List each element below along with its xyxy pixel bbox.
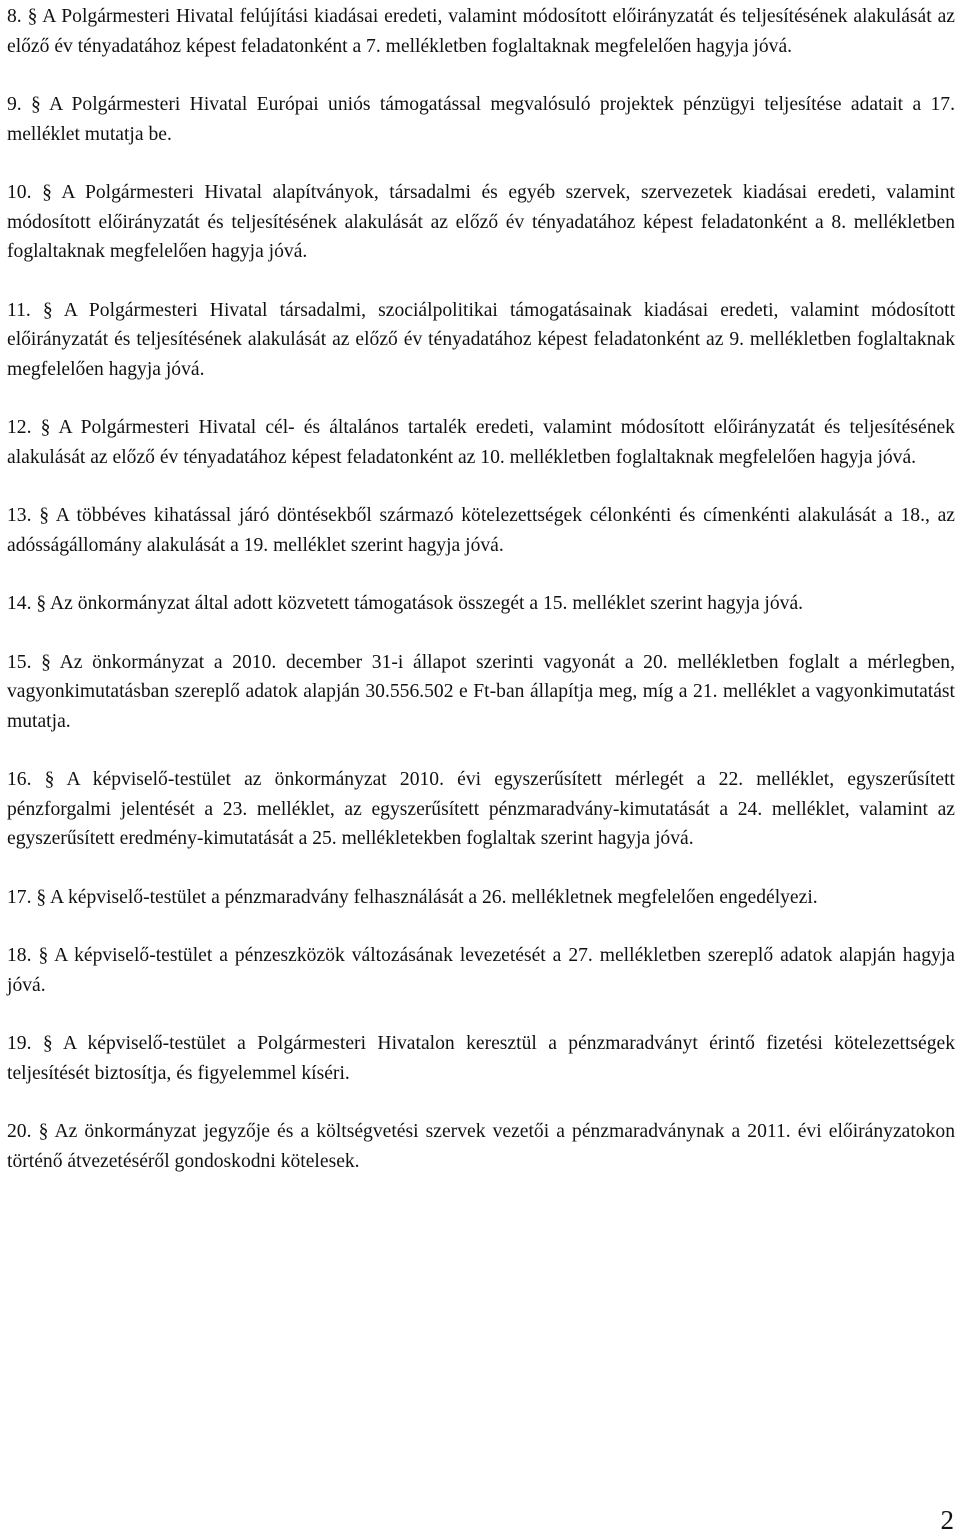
paragraph-20 [7, 1117, 955, 1176]
paragraph-12 [7, 413, 955, 472]
paragraph-text: A többéves kihatással járó döntésekből származó kötelezettségek célonkénti és címenkénti alakulását a 18., az adósságállomány alakulását a 19. melléklet szerint hagyja jóvá. [7, 505, 956, 556]
paragraph-number: 16. [7, 769, 32, 790]
paragraph-text: A képviselő-testület a pénzmaradvány felhasználását a 26. mellékletnek megfelelően engedélyezi. [50, 886, 818, 908]
paragraph-8 [7, 2, 955, 61]
paragraph-text: A Polgármesteri Hivatal alapítványok, társadalmi és egyéb szervek, szervezetek kiadásai eredeti, valamint módosított előirányzatát és teljesítésének alakulását az előző év tényadatához képest feladatonként a 8. mellékletben foglaltaknak megfelelően hagyja jóvá. [7, 182, 955, 262]
paragraph-text: A Polgármesteri Hivatal társadalmi, szociálpolitikai támogatásainak kiadásai eredeti, valamint módosított előirányzatát és teljesítésének alakulását az előző év tényadatához képest feladatonként az 9. mellékletben foglaltaknak megfelelően hagyja jóvá. [7, 299, 956, 380]
paragraph-number: 19. [7, 1033, 32, 1054]
paragraph-number: 14. [7, 593, 32, 614]
paragraph-text: A Polgármesteri Hivatal cél- és általános tartalék eredeti, valamint módosított előirányzatát és teljesítésének alakulását az előző év tényadatához képest feladatonként az 10. mellékletben foglaltaknak megfelelően hagyja jóvá. [7, 417, 955, 468]
section-sign-icon: § [31, 94, 41, 115]
paragraph-number: 12. [7, 417, 32, 438]
section-sign-icon: § [39, 505, 50, 526]
paragraph-number: 9. [7, 94, 22, 115]
paragraph-number: 17. [7, 886, 32, 908]
paragraph-text: Az önkormányzat a 2010. december 31-i állapot szerinti vagyonát a 20. mellékletben foglalt a mérlegben, vagyonkimutatásban szereplő adatok alapján 30.556.502 e Ft-ban állapítja meg, míg a 21. melléklet a vagyonkimutatást mutatja. [7, 651, 955, 732]
paragraph-text: A képviselő-testület a pénzeszközök változásának levezetését a 27. mellékletben szereplő adatok alapján hagyja jóvá. [7, 945, 955, 996]
paragraph-text: Az önkormányzat jegyzője és a költségvetési szervek vezetői a pénzmaradványnak a 2011. évi előirányzatokon történő átvezetéséről gondoskodni kötelesek. [7, 1121, 955, 1172]
paragraph-9 [7, 90, 955, 149]
page-number: 2 [940, 1505, 954, 1535]
paragraph-14 [7, 589, 955, 619]
paragraph-text: A Polgármesteri Hivatal Európai uniós támogatással megvalósuló projektek pénzügyi teljesítése adatait a 17. melléklet mutatja be. [7, 94, 955, 145]
section-sign-icon: § [38, 945, 49, 966]
paragraph-number: 15. [7, 651, 32, 673]
section-sign-icon: § [36, 593, 47, 614]
section-sign-icon: § [41, 651, 51, 673]
paragraph-number: 11. [7, 299, 31, 321]
paragraph-text: A Polgármesteri Hivatal felújítási kiadásai eredeti, valamint módosított előirányzatát és teljesítésének alakulását az előző év tényadatához képest feladatonként a 7. mellékletben foglaltaknak megfelelően hagyja jóvá. [7, 6, 955, 57]
paragraph-15 [7, 648, 955, 737]
section-sign-icon: § [40, 417, 51, 438]
paragraph-number: 20. [7, 1121, 32, 1142]
document-page [7, 2, 955, 1205]
section-sign-icon: § [27, 6, 38, 27]
paragraph-16 [7, 765, 955, 854]
paragraph-10 [7, 178, 955, 267]
paragraph-text: A képviselő-testület az önkormányzat 2010. évi egyszerűsített mérlegét a 22. melléklet, egyszerűsített pénzforgalmi jelentését a 23. melléklet, az egyszerűsített pénzmaradvány-kimutatását a 24. melléklet, valamint az egyszerűsített eredmény-kimutatását a 25. mellékletekben foglaltak szerint hagyja jóvá. [7, 769, 955, 849]
section-sign-icon: § [42, 1033, 53, 1054]
section-sign-icon: § [44, 769, 55, 790]
section-sign-icon: § [42, 182, 52, 203]
paragraph-13 [7, 501, 955, 560]
paragraph-number: 8. [7, 6, 22, 27]
paragraph-18 [7, 941, 955, 1000]
paragraph-number: 13. [7, 505, 32, 526]
paragraph-11 [7, 296, 955, 385]
paragraph-19 [7, 1029, 955, 1088]
paragraph-number: 10. [7, 182, 32, 203]
paragraph-text: A képviselő-testület a Polgármesteri Hivatalon keresztül a pénzmaradványt érintő fizetési kötelezettségek teljesítését biztosítja, és figyelemmel kíséri. [7, 1033, 956, 1084]
section-sign-icon: § [38, 1121, 49, 1142]
section-sign-icon: § [36, 886, 47, 908]
paragraph-17 [7, 883, 955, 913]
paragraph-text: Az önkormányzat által adott közvetett támogatások összegét a 15. melléklet szerint hagyja jóvá. [50, 593, 804, 614]
paragraph-number: 18. [7, 945, 32, 966]
section-sign-icon: § [42, 299, 53, 321]
